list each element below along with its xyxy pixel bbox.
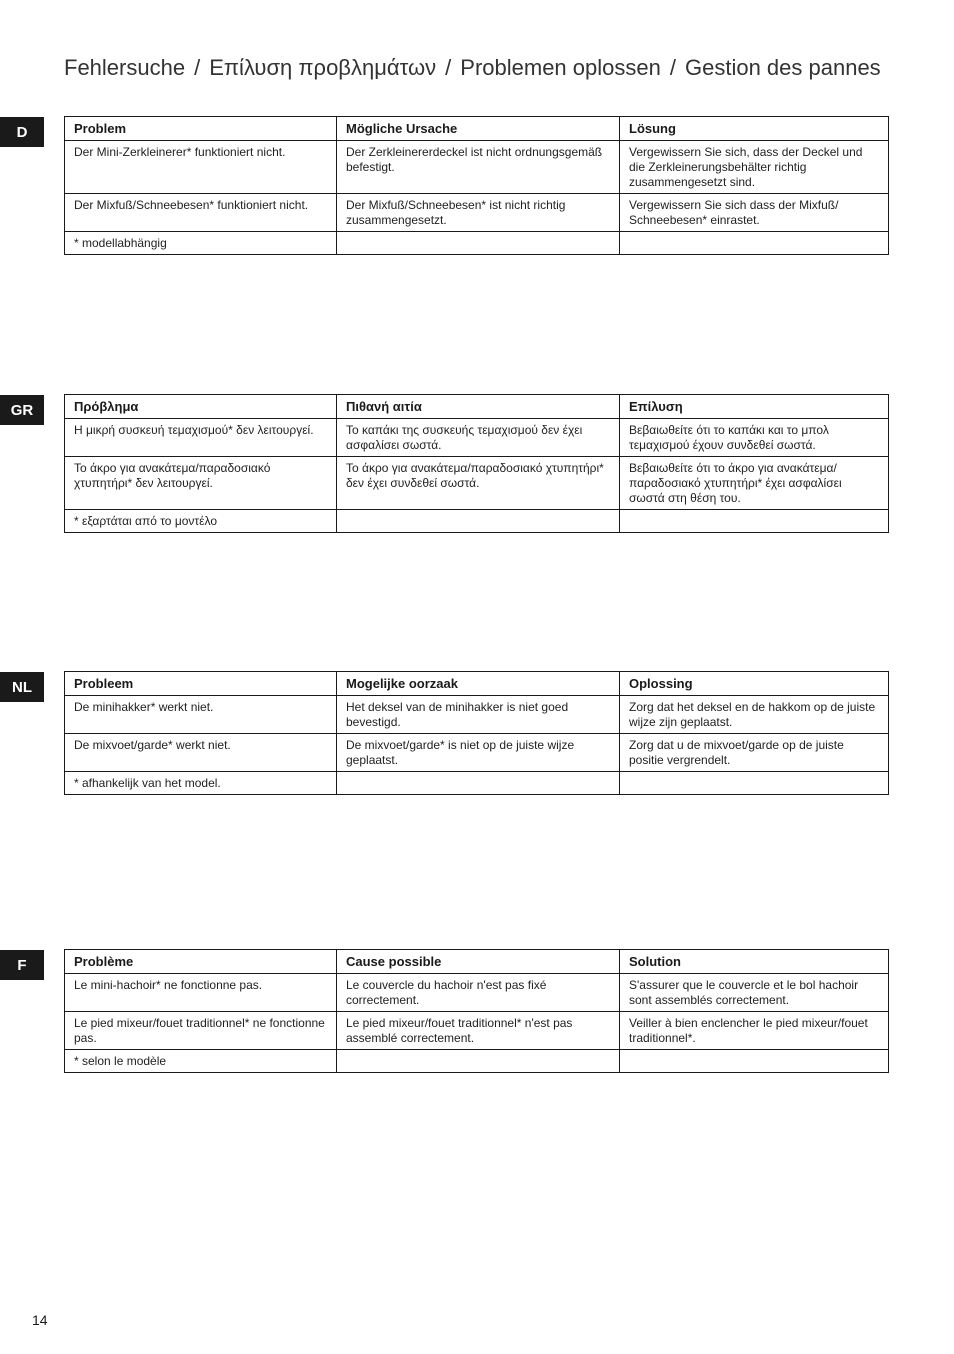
language-badge-d: D [0,117,44,147]
table-row [65,974,889,1012]
table-row [65,1012,889,1050]
cell-problem: Η μικρή συσκευή τεμαχισμού* δεν λειτουργεί. [65,419,337,457]
table-header-row [65,117,889,141]
cell-cause: De mixvoet/garde* is niet op de juiste wijze geplaatst. [337,734,620,772]
cell-empty [337,772,620,795]
cell-cause: Der Zerkleinererdeckel ist nicht ordnungsgemäß befestigt. [337,141,620,194]
column-header-problem: Problem [65,117,337,141]
title-gr: Επίλυση προβλημάτων [209,54,437,80]
page-title [64,55,934,81]
column-header-solution: Επίλυση [620,395,889,419]
cell-empty [620,510,889,533]
cell-problem: De minihakker* werkt niet. [65,696,337,734]
cell-empty [337,1050,620,1073]
cell-empty [620,232,889,255]
language-badge-gr: GR [0,395,44,425]
cell-empty [337,510,620,533]
cell-cause: Το άκρο για ανακάτεμα/παραδοσιακό χτυπητήρι* δεν έχει συνδεθεί σωστά. [337,457,620,510]
column-header-problem: Problème [65,950,337,974]
table-header-row [65,395,889,419]
cell-solution: Veiller à bien enclencher le pied mixeur/fouet traditionnel*. [620,1012,889,1050]
cell-solution: Zorg dat u de mixvoet/garde op de juiste positie vergrendelt. [620,734,889,772]
table-footnote-row [65,1050,889,1073]
cell-problem: Der Mixfuß/Schneebesen* funktioniert nicht. [65,194,337,232]
column-header-cause: Πιθανή αιτία [337,395,620,419]
table-footnote-row [65,772,889,795]
troubleshooting-table-nl [64,671,889,795]
cell-empty [620,1050,889,1073]
table-header-row [65,672,889,696]
column-header-cause: Mögliche Ursache [337,117,620,141]
page-number: 14 [32,1312,48,1328]
cell-footnote: * afhankelijk van het model. [65,772,337,795]
column-header-solution: Lösung [620,117,889,141]
language-badge-f: F [0,950,44,980]
column-header-solution: Oplossing [620,672,889,696]
column-header-solution: Solution [620,950,889,974]
column-header-cause: Cause possible [337,950,620,974]
cell-solution: Vergewissern Sie sich, dass der Deckel und die Zerkleinerungsbehälter richtig zusammengesetzt sind. [620,141,889,194]
title-separator: / [194,54,201,80]
cell-cause: Der Mixfuß/Schneebesen* ist nicht richtig zusammengesetzt. [337,194,620,232]
troubleshooting-table-gr [64,394,889,533]
troubleshooting-table-d [64,116,889,255]
cell-footnote: * selon le modèle [65,1050,337,1073]
cell-problem: Der Mini-Zerkleinerer* funktioniert nicht. [65,141,337,194]
cell-footnote: * εξαρτάται από το μοντέλο [65,510,337,533]
table-footnote-row [65,232,889,255]
cell-cause: Le couvercle du hachoir n'est pas fixé correctement. [337,974,620,1012]
cell-cause: Het deksel van de minihakker is niet goed bevestigd. [337,696,620,734]
table-row [65,457,889,510]
cell-problem: Το άκρο για ανακάτεμα/παραδοσιακό χτυπητήρι* δεν λειτουργεί. [65,457,337,510]
cell-cause: Το καπάκι της συσκευής τεμαχισμού δεν έχει ασφαλίσει σωστά. [337,419,620,457]
title-separator: / [445,54,452,80]
table-footnote-row [65,510,889,533]
table-row [65,696,889,734]
cell-problem: De mixvoet/garde* werkt niet. [65,734,337,772]
cell-solution: Βεβαιωθείτε ότι το καπάκι και το μπολ τεμαχισμού έχουν συνδεθεί σωστά. [620,419,889,457]
title-nl: Problemen oplossen [460,54,661,80]
title-fr: Gestion des pannes [684,54,881,80]
title-de: Fehlersuche [64,54,186,80]
cell-solution: Βεβαιωθείτε ότι το άκρο για ανακάτεμα/ παραδοσιακό χτυπητήρι* έχει ασφαλίσει σωστά στη θέση του. [620,457,889,510]
cell-cause: Le pied mixeur/fouet traditionnel* n'est pas assemblé correctement. [337,1012,620,1050]
cell-solution: Zorg dat het deksel en de hakkom op de juiste wijze zijn geplaatst. [620,696,889,734]
table-header-row [65,950,889,974]
column-header-problem: Probleem [65,672,337,696]
column-header-problem: Πρόβλημα [65,395,337,419]
column-header-cause: Mogelijke oorzaak [337,672,620,696]
title-separator: / [669,54,676,80]
cell-problem: Le mini-hachoir* ne fonctionne pas. [65,974,337,1012]
table-row [65,419,889,457]
cell-solution: S'assurer que le couvercle et le bol hachoir sont assemblés correctement. [620,974,889,1012]
cell-empty [337,232,620,255]
cell-solution: Vergewissern Sie sich dass der Mixfuß/ Schneebesen* einrastet. [620,194,889,232]
table-row [65,194,889,232]
cell-footnote: * modellabhängig [65,232,337,255]
cell-problem: Le pied mixeur/fouet traditionnel* ne fonctionne pas. [65,1012,337,1050]
language-badge-nl: NL [0,672,44,702]
table-row [65,141,889,194]
table-row [65,734,889,772]
troubleshooting-table-f [64,949,889,1073]
cell-empty [620,772,889,795]
